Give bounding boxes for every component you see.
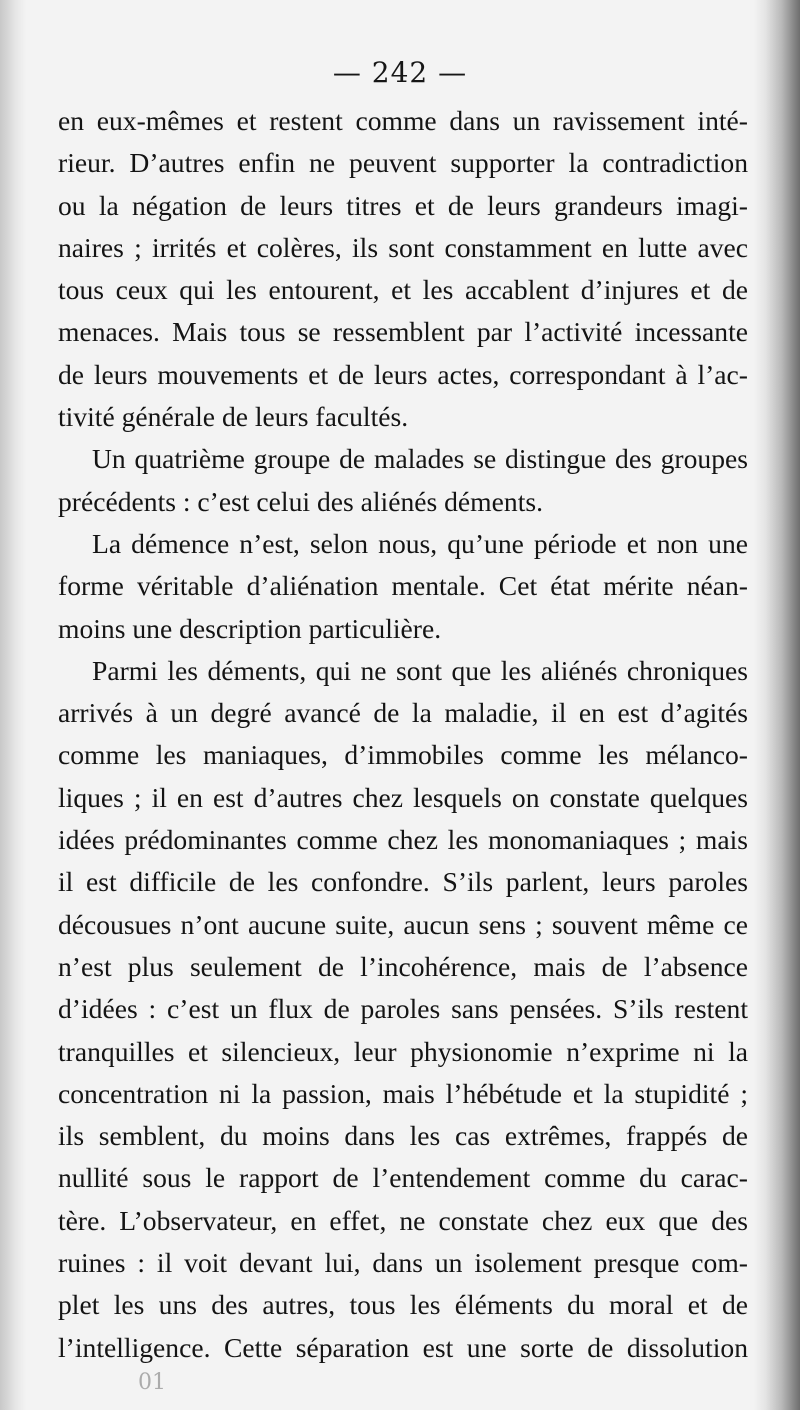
text-line: Parmi les déments, qui ne sont que les aliénés chroniques [92, 654, 748, 686]
text-line: tère. L’observateur, en effet, ne constate chez eux que des [58, 1204, 748, 1236]
text-line: précédents : c’est celui des aliénés déments. [58, 485, 543, 517]
text-line: forme véritable d’aliénation mentale. Cet état mérite néan- [58, 570, 748, 602]
text-line: ruines : il voit devant lui, dans un isolement presque com- [58, 1247, 748, 1279]
page-left-shadow [0, 0, 26, 1410]
text-line: rieur. D’autres enfin ne peuvent supporter la contradiction [58, 147, 748, 179]
text-line: tous ceux qui les entourent, et les accablent d’injures et de [58, 274, 748, 306]
text-line: La démence n’est, selon nous, qu’une période et non une [92, 527, 748, 559]
text-line: liques ; il en est d’autres chez lesquels on constate quelques [58, 781, 748, 813]
text-line: moins une description particulière. [58, 612, 442, 644]
text-line: concentration ni la passion, mais l’hébétude et la stupidité ; [58, 1077, 748, 1109]
page-number: — 242 — [332, 56, 468, 89]
footer-mark: 01 [138, 1370, 166, 1395]
text-line: nullité sous le rapport de l’entendement comme du carac- [58, 1162, 748, 1194]
text-line: il est difficile de les confondre. S’ils parlent, leurs paroles [58, 866, 748, 898]
text-line: ils semblent, du moins dans les cas extrêmes, frappés de [58, 1120, 748, 1152]
text-line: tivité générale de leurs facultés. [58, 401, 409, 433]
text-line: Un quatrième groupe de malades se distingue des groupes [92, 443, 748, 475]
text-line: d’idées : c’est un flux de paroles sans pensées. S’ils restent [58, 993, 748, 1025]
text-line: menaces. Mais tous se ressemblent par l’activité incessante [58, 316, 748, 348]
text-line: n’est plus seulement de l’incohérence, mais de l’absence [58, 950, 748, 982]
text-line: l’intelligence. Cette séparation est une sorte de dissolution [58, 1331, 748, 1363]
text-line: de leurs mouvements et de leurs actes, correspondant à l’ac- [58, 358, 748, 390]
text-line: comme les maniaques, d’immobiles comme les mélanco- [58, 739, 748, 771]
text-line: idées prédominantes comme chez les monomaniaques ; mais [58, 824, 748, 856]
text-line: ou la négation de leurs titres et de leurs grandeurs imagi- [58, 189, 748, 221]
page-binding-shadow [754, 0, 800, 1410]
text-line: décousues n’ont aucune suite, aucun sens ; souvent même ce [58, 908, 748, 940]
text-line: plet les uns des autres, tous les éléments du moral et de [58, 1289, 748, 1321]
text-line: arrivés à un degré avancé de la maladie, il en est d’agités [58, 697, 748, 729]
body-text [58, 100, 748, 1369]
text-line: tranquilles et silencieux, leur physionomie n’exprime ni la [58, 1035, 748, 1067]
text-line: naires ; irrités et colères, ils sont constamment en lutte avec [58, 231, 748, 263]
text-line: en eux-mêmes et restent comme dans un ravissement inté- [58, 105, 748, 136]
